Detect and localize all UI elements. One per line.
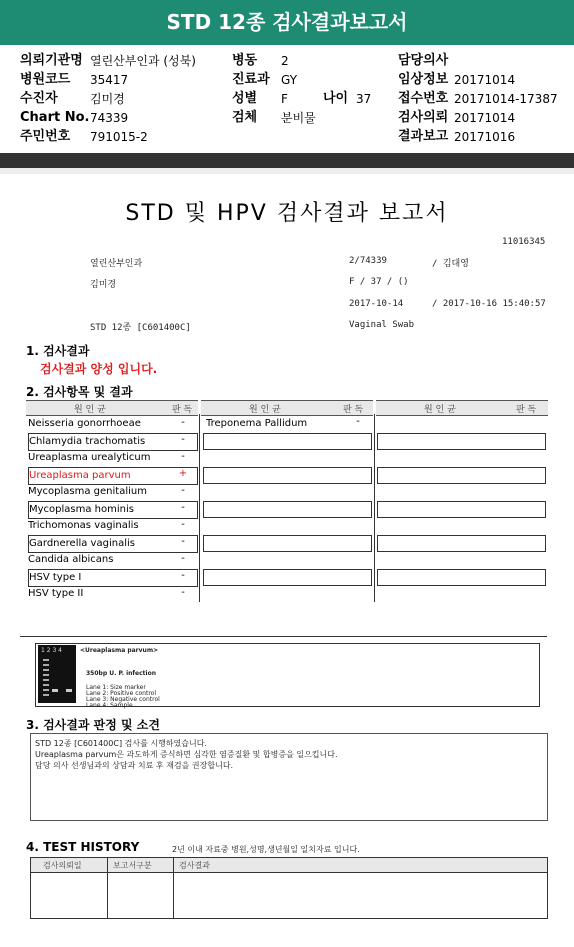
pathogen-result: - xyxy=(181,434,185,445)
sex-age-line: F / 37 / () xyxy=(349,277,409,287)
col1-result-header: 판 독 xyxy=(172,405,193,415)
gel-legend-1: Lane 1: Size marker xyxy=(86,684,146,691)
table-header-col1 xyxy=(26,400,198,416)
doctor-label: 담당의사 xyxy=(398,53,449,68)
history-note: 2년 이내 자료중 병원,성명,생년월일 일치자료 입니다. xyxy=(172,845,360,854)
gel-legend-4: Lane 4: Sample xyxy=(86,702,133,709)
history-col-result: 검사결과 xyxy=(179,861,210,870)
gel-positive-band xyxy=(52,689,58,692)
col2-row1-result: - xyxy=(356,416,360,427)
col2-pathogen-header: 원 인 균 xyxy=(249,405,281,415)
dept-label: 진료과 xyxy=(232,72,270,87)
chart-line: 2/74339 xyxy=(349,256,387,266)
opinion-line-3: 담당 의사 선생님과의 상담과 치료 후 재검을 권장합니다. xyxy=(35,761,234,770)
pathogen-result: - xyxy=(181,587,185,598)
pathogen-result: - xyxy=(181,502,185,513)
pathogen-name: HSV type II xyxy=(28,588,84,599)
chart-no-value: 74339 xyxy=(90,111,129,125)
dept-value: GY xyxy=(281,73,298,87)
clinical-info-label: 임상정보 xyxy=(398,72,449,87)
hospital-code-value: 35417 xyxy=(90,73,129,87)
gel-electrophoresis-image xyxy=(38,645,76,703)
pathogen-result: - xyxy=(181,570,185,581)
pathogen-result: - xyxy=(181,519,185,530)
gel-legend-2: Lane 2: Positive control xyxy=(86,690,157,697)
age-value: 37 xyxy=(356,92,372,106)
section-divider xyxy=(20,636,547,637)
hospital-value: 열린산부인과 (성북) xyxy=(90,54,196,68)
col1-pathogen-header: 원 인 균 xyxy=(74,405,106,415)
pathogen-name: Candida albicans xyxy=(28,554,114,565)
pathogen-name: Mycoplasma hominis xyxy=(28,501,198,519)
specimen-label: 검체 xyxy=(232,110,258,125)
patient-info-panel xyxy=(0,45,574,153)
pathogen-result: - xyxy=(181,553,185,564)
opinion-box xyxy=(30,733,548,821)
history-table xyxy=(30,857,548,919)
gel-marker-lane xyxy=(43,659,49,699)
empty-result-box xyxy=(377,467,546,484)
empty-result-box xyxy=(377,535,546,552)
col3-result-header: 판 독 xyxy=(516,405,537,415)
empty-result-box xyxy=(203,501,372,518)
gel-sample-band xyxy=(66,689,72,692)
table-header-col3 xyxy=(376,400,548,416)
report-title: STD 및 HPV 검사결과 보고서 xyxy=(125,201,449,226)
pathogen-name: Neisseria gonorrhoeae xyxy=(28,418,141,429)
pathogen-name: Trichomonas vaginalis xyxy=(28,520,139,531)
empty-result-box xyxy=(203,535,372,552)
report-header-title: STD 12종 검사결과보고서 xyxy=(0,0,574,45)
pathogen-name: Mycoplasma genitalium xyxy=(28,486,147,497)
pathogen-name: Ureaplasma parvum xyxy=(28,467,198,485)
empty-result-box xyxy=(203,467,372,484)
request-value: 20171014 xyxy=(454,111,516,125)
receipt-no-label: 접수번호 xyxy=(398,91,449,106)
clinical-info-value: 20171014 xyxy=(454,73,516,87)
pathogen-result: + xyxy=(178,468,188,479)
separator-band xyxy=(0,153,574,168)
history-col-report-type: 보고서구분 xyxy=(113,861,152,870)
pathogen-name: Chlamydia trachomatis xyxy=(28,433,198,451)
gel-title: <Ureaplasma parvum> xyxy=(80,647,159,654)
empty-result-box xyxy=(203,433,372,450)
empty-result-box xyxy=(377,433,546,450)
report-date-label: 결과보고 xyxy=(398,129,449,144)
patient-label: 수진자 xyxy=(20,91,58,106)
pathogen-result: - xyxy=(181,536,185,547)
chart-no-label: Chart No. xyxy=(20,110,90,125)
document-number: 11016345 xyxy=(502,237,546,247)
history-header-row xyxy=(31,858,547,873)
history-col-request-date: 검사의뢰일 xyxy=(43,861,82,870)
column-divider-1 xyxy=(199,414,200,602)
col2-row1-name: Treponema Pallidum xyxy=(206,418,308,429)
paper-shadow xyxy=(0,168,574,174)
column-divider-2 xyxy=(374,414,375,602)
pathogen-name: Gardnerella vaginalis xyxy=(28,535,198,553)
opinion-line-1: STD 12종 [C601400C] 검사를 시행하였습니다. xyxy=(35,739,207,748)
specimen-value: 분비물 xyxy=(281,111,316,125)
section1-heading: 1. 검사결과 xyxy=(26,344,90,358)
empty-result-box xyxy=(377,569,546,586)
hospital-code-label: 병원코드 xyxy=(20,72,71,87)
doctor-line: / 김대영 xyxy=(432,259,469,269)
clinic-name: 열린산부인과 xyxy=(90,259,143,269)
overall-result: 검사결과 양성 입니다. xyxy=(40,362,158,376)
age-label: 나이 xyxy=(323,91,349,106)
pathogen-result: - xyxy=(181,485,185,496)
section4-heading: 4. TEST HISTORY xyxy=(26,840,140,854)
section2-heading: 2. 검사항목 및 결과 xyxy=(26,385,133,399)
gel-band-label: 350bp U. P. infection xyxy=(86,670,156,677)
gel-legend-3: Lane 3: Negative control xyxy=(86,696,160,703)
specimen-type: Vaginal Swab xyxy=(349,320,415,330)
resident-no-value: 791015-2 xyxy=(90,130,148,144)
ward-label: 병동 xyxy=(232,53,258,68)
pathogen-result: - xyxy=(181,417,185,428)
col2-result-header: 판 독 xyxy=(343,405,364,415)
section3-heading: 3. 검사결과 판정 및 소견 xyxy=(26,718,160,732)
received-date: 2017-10-14 xyxy=(349,299,404,309)
pathogen-name: Ureaplasma urealyticum xyxy=(28,452,151,463)
sex-label: 성별 xyxy=(232,91,258,106)
pathogen-name: HSV type I xyxy=(28,569,198,587)
table-header-col2 xyxy=(201,400,373,416)
gel-lane-numbers: 1 2 3 4 xyxy=(41,647,62,654)
resident-no-label: 주민번호 xyxy=(20,129,71,144)
col3-pathogen-header: 원 인 균 xyxy=(424,405,456,415)
request-label: 검사의뢰 xyxy=(398,110,449,125)
reported-date: / 2017-10-16 15:40:57 xyxy=(432,299,546,309)
empty-result-box xyxy=(203,569,372,586)
history-divider-1 xyxy=(107,858,108,918)
empty-result-box xyxy=(377,501,546,518)
hospital-label: 의뢰기관명 xyxy=(20,53,83,68)
ward-value: 2 xyxy=(281,54,289,68)
pathogen-result: - xyxy=(181,451,185,462)
test-code: STD 12종 [C601400C] xyxy=(90,323,191,333)
opinion-line-2: Ureaplasma parvum은 과도하게 증식하면 심각한 염증질환 및 합병증을 일으킵니다. xyxy=(35,750,338,759)
patient-value: 김미경 xyxy=(90,92,125,106)
history-divider-2 xyxy=(173,858,174,918)
patient-name: 김미경 xyxy=(90,280,117,290)
report-date-value: 20171016 xyxy=(454,130,516,144)
receipt-no-value: 20171014-17387 xyxy=(454,92,558,106)
sex-value: F xyxy=(281,92,288,106)
